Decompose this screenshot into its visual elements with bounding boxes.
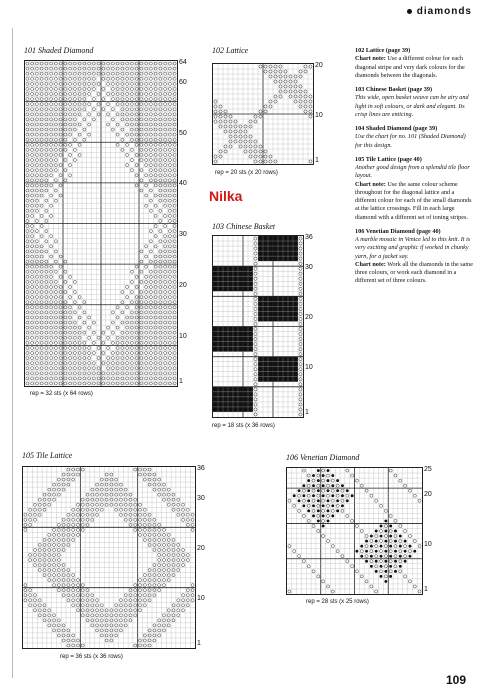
note-4 bbox=[355, 228, 473, 286]
chart-101-title: 101 Shaded Diamond bbox=[24, 46, 94, 55]
chart-102-repeat: rep = 20 sts (x 20 rows) bbox=[215, 170, 278, 176]
note-heading: 102 Lattice (page 39) bbox=[355, 47, 411, 54]
row-number: 20 bbox=[197, 544, 205, 552]
chart-105-title: 105 Tile Lattice bbox=[22, 451, 73, 460]
row-number: 30 bbox=[305, 263, 313, 271]
note-heading: 104 Shaded Diamond (page 39) bbox=[355, 125, 438, 132]
row-number: 10 bbox=[197, 595, 205, 603]
g103-svg bbox=[213, 236, 303, 417]
watermark: Nilka bbox=[209, 188, 243, 204]
row-number: 20 bbox=[305, 313, 313, 321]
chart-106-grid bbox=[286, 467, 423, 595]
chart-106-title: 106 Venetian Diamond bbox=[286, 453, 360, 462]
chart-103-repeat: rep = 18 sts (x 36 rows) bbox=[212, 423, 275, 429]
note-1 bbox=[355, 86, 473, 119]
row-number: 10 bbox=[305, 364, 313, 372]
row-number: 20 bbox=[179, 281, 187, 289]
section-tag: diamonds bbox=[407, 6, 472, 17]
chart-note-text: Use a different colour for each diagonal stripe and very dark colours for the diamonds between the diagonals. bbox=[355, 55, 465, 79]
chart-note-label: Chart note: bbox=[355, 260, 386, 268]
row-number: 50 bbox=[179, 129, 187, 137]
chart-note-text: Use the same colour scheme throughout for the diagonal lattice and a different colour for each of the small diamonds at the lattice crossings. Fill in each large diamond with a different set of toning stripes. bbox=[355, 180, 472, 221]
chart-note-text: Work all the diamonds in the same three colours, or work each diamond in a different set of three colours. bbox=[355, 260, 473, 285]
g102-svg bbox=[213, 64, 313, 164]
g106-svg bbox=[287, 468, 422, 594]
note-description: A marble mosaic in Venice led to this knit. It is very exciting and graphic if worked in chunky yarn, for a jacket say. bbox=[355, 236, 471, 260]
row-number: 30 bbox=[197, 494, 205, 502]
page-number: 109 bbox=[445, 673, 466, 687]
chart-103-title: 103 Chinese Basket bbox=[212, 222, 276, 231]
note-description: Use the chart for no. 101 (Shaded Diamond) for this design. bbox=[355, 133, 466, 149]
note-2 bbox=[355, 125, 473, 150]
row-number: 64 bbox=[179, 58, 187, 66]
chart-102-title: 102 Lattice bbox=[212, 46, 249, 55]
note-0 bbox=[355, 47, 473, 80]
row-number: 1 bbox=[305, 409, 309, 417]
row-number: 25 bbox=[424, 465, 432, 473]
note-3 bbox=[355, 156, 473, 222]
chart-103-grid bbox=[212, 235, 304, 418]
row-number: 60 bbox=[179, 78, 187, 86]
chart-102-grid bbox=[212, 63, 314, 165]
row-number: 40 bbox=[179, 180, 187, 188]
margin-rule bbox=[12, 28, 13, 678]
chart-106-repeat: rep = 28 sts (x 25 rows) bbox=[306, 599, 369, 605]
chart-101-repeat: rep = 32 sts (x 64 rows) bbox=[30, 391, 93, 397]
row-number: 10 bbox=[179, 332, 187, 340]
bullet-icon bbox=[407, 9, 412, 14]
note-heading: 105 Tile Lattice (page 40) bbox=[355, 155, 422, 163]
chart-note-label: Chart note: bbox=[355, 180, 386, 188]
pattern-notes bbox=[355, 47, 473, 292]
row-number: 1 bbox=[179, 378, 183, 386]
note-description: Another good design from a splendid tile floor layout. bbox=[355, 164, 470, 180]
chart-105-grid bbox=[22, 466, 196, 649]
chart-105-repeat: rep = 36 sts (x 36 rows) bbox=[60, 654, 123, 660]
chart-note-label: Chart note: bbox=[355, 55, 386, 63]
row-number: 1 bbox=[197, 640, 201, 648]
row-number: 30 bbox=[179, 231, 187, 239]
row-number: 1 bbox=[424, 586, 428, 594]
row-number: 1 bbox=[315, 156, 319, 164]
row-number: 36 bbox=[305, 233, 313, 241]
row-number: 20 bbox=[424, 490, 432, 498]
row-number: 10 bbox=[424, 541, 432, 549]
row-number: 36 bbox=[197, 464, 205, 472]
row-number: 10 bbox=[315, 111, 323, 119]
g105-svg bbox=[23, 467, 195, 648]
chart-101-grid bbox=[24, 60, 178, 387]
g101-svg bbox=[25, 61, 177, 386]
row-number: 20 bbox=[315, 61, 323, 69]
note-description: This wide, open basket weave can be airy and light in soft colours, or dark and elegant. Its crisp lines are enticing. bbox=[355, 94, 469, 118]
note-heading: 106 Venetian Diamond (page 40) bbox=[355, 227, 441, 235]
note-heading: 103 Chinese Basket (page 39) bbox=[355, 86, 432, 93]
